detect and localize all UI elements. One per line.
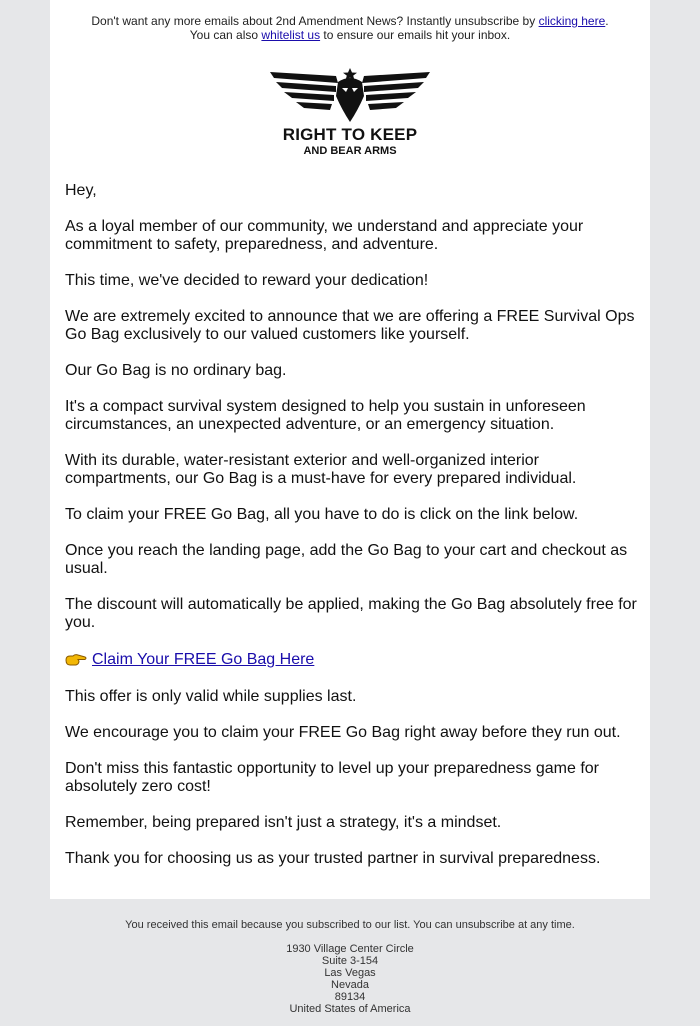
- whitelist-link[interactable]: whitelist us: [261, 28, 321, 42]
- subscription-note: You received this email because you subscribed to our list. You can unsubscribe at any time.: [125, 919, 575, 931]
- address-line: United States of America: [289, 1003, 411, 1015]
- unsubscribe-link[interactable]: clicking here: [538, 14, 606, 28]
- paragraph: The discount will automatically be applied, making the Go Bag absolutely free for you.: [65, 596, 637, 631]
- claim-link[interactable]: Claim Your FREE Go Bag Here: [92, 651, 315, 668]
- unsubscribe-note: [50, 14, 650, 42]
- paragraph: This offer is only valid while supplies last.: [65, 688, 357, 705]
- paragraph: As a loyal member of our community, we understand and appreciate your commitment to safety, preparedness, and adventure.: [65, 218, 584, 253]
- whitelist-text: You can also: [189, 28, 262, 42]
- whitelist-text-end: to ensure our emails hit your inbox.: [320, 28, 511, 42]
- eagle-icon: [268, 66, 432, 124]
- paragraph: Once you reach the landing page, add the Go Bag to your cart and checkout as usual.: [65, 542, 628, 577]
- claim-cta: [65, 650, 637, 670]
- paragraph: Thank you for choosing us as your trusted partner in survival preparedness.: [65, 850, 601, 867]
- address-line: 89134: [334, 991, 366, 1003]
- paragraph: With its durable, water-resistant exterior and well-organized interior compartments, our Go Bag is a must-have for every prepared individual.: [65, 452, 577, 487]
- paragraph: We encourage you to claim your FREE Go Bag right away before they run out.: [65, 724, 621, 741]
- email-card: [50, 0, 650, 899]
- email-footer: [0, 919, 700, 1015]
- paragraph: To claim your FREE Go Bag, all you have to do is click on the link below.: [65, 506, 579, 523]
- paragraph: Our Go Bag is no ordinary bag.: [65, 362, 287, 379]
- brand-name: RIGHT TO KEEP: [282, 125, 418, 144]
- brand-logo: [50, 66, 650, 157]
- address-line: Las Vegas: [324, 967, 376, 979]
- email-body: [65, 182, 637, 886]
- pointing-hand-icon: [65, 653, 87, 667]
- greeting: Hey,: [65, 182, 97, 199]
- paragraph: This time, we've decided to reward your dedication!: [65, 272, 429, 289]
- brand-tagline: AND BEAR ARMS: [303, 145, 397, 157]
- paragraph: Don't miss this fantastic opportunity to level up your preparedness game for absolutely zero cost!: [65, 760, 599, 795]
- address-line: Suite 3-154: [321, 955, 379, 967]
- unsubscribe-text-end: .: [605, 14, 609, 28]
- paragraph: It's a compact survival system designed to help you sustain in unforeseen circumstances, an unexpected adventure, or an emergency situation.: [65, 398, 586, 433]
- paragraph: We are extremely excited to announce that we are offering a FREE Survival Ops Go Bag exclusively to our valued customers like yourself.: [65, 308, 635, 343]
- address-line: Nevada: [331, 979, 369, 991]
- address-line: 1930 Village Center Circle: [286, 943, 414, 955]
- paragraph: Remember, being prepared isn't just a strategy, it's a mindset.: [65, 814, 502, 831]
- unsubscribe-text: Don't want any more emails about 2nd Amendment News? Instantly unsubscribe by: [91, 14, 539, 28]
